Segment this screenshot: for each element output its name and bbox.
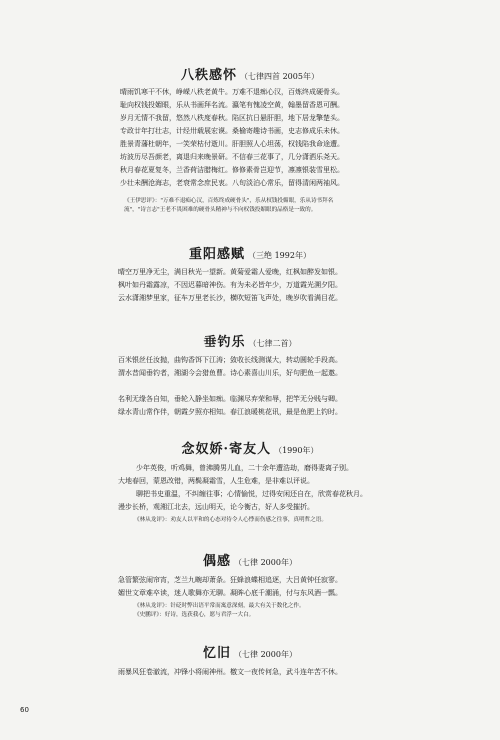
poem-subtitle: （七律 2000年） xyxy=(234,650,297,659)
poem-title: 八秩感怀 xyxy=(181,68,238,83)
poem-line: 聊把书史重温，不纠缠往事；心情愉悦，过得安闲还自在，欣赏春花秋月。 xyxy=(136,490,367,498)
poem-line: 百米银丝任汝抛，曲钩香饵下江涛；敛收长线测谋大，转动圆轮手段高。 xyxy=(118,356,342,364)
section-title-2 xyxy=(0,245,500,261)
poem-line: 媚世文章难卒读，迷人歌舞亦无聊。凝眸心底千潮涌，付与东风酒一瓢。 xyxy=(118,589,342,597)
poem-subtitle: （1990年） xyxy=(274,446,319,455)
commentary-4 xyxy=(134,516,327,525)
commentary-line: 《林从龙评》：劝友人以平和的心态对待令人心悸而伤感之往事，真明哲之语。 xyxy=(134,517,327,523)
poem-line: 晴雨饥寒干不休，峥嵘八秩老黄牛。万难不退痴心汉，百炼终成硬骨头。 xyxy=(120,88,344,96)
commentary-line: 流"，"诗言志"王老不畏困难的硬骨头精神与不向权钱投媚眼的品格是一致的。 xyxy=(124,207,317,213)
poem-line: 大地春回，蒙恩改错，两鬓凝霜雪，人生危难，是非难以评说。 xyxy=(118,477,314,485)
section-title-3 xyxy=(0,333,500,349)
poem-subtitle: （七律二首） xyxy=(248,339,297,348)
poem-subtitle: （七律四首 2005年） xyxy=(240,72,319,81)
poem-line: 渭水昔闻垂钓者，湘湖今会猎鱼曹。诗心素喜山川乐，好句肥鱼一起邀。 xyxy=(118,369,342,377)
poem-line: 绿水青山常作伴，朝霞夕照亦相知。春江浪暖桃花讯，最是鱼肥上钓时。 xyxy=(118,408,342,416)
poem-line: 胜景青藩杜朝年，一笑荣枯付逝川。肝胆照人心坦荡，权钱陷我命途遭。 xyxy=(120,140,344,148)
poem-subtitle: （三绝 1992年） xyxy=(248,251,311,260)
poem-body-3 xyxy=(118,354,342,419)
section-title-6 xyxy=(0,644,500,660)
poem-line: 秋月春花夏复冬，兰香荷洁腊梅红。修修素骨岂迎节，凛凛银装雪里松。 xyxy=(120,166,344,174)
commentary-line: 《史鹏评》：好诗，选获我心，愿与君浮一大白。 xyxy=(134,612,255,618)
poem-title: 重阳感赋 xyxy=(189,247,246,262)
poem-line: 名利无缘各自知，垂轮入静坐如痴。临渊尽弃荣和辱，把竿无分贱与卿。 xyxy=(118,395,342,403)
poem-line: 漫步长桥，观湘江北去，远山明天，论今衡古，好人多受摧折。 xyxy=(118,503,314,511)
page-number: 60 xyxy=(20,706,29,714)
section-title-5 xyxy=(0,552,500,568)
poem-line: 枫叶如丹霜露凉，不因迟暮暗神伤。有为未必皆年少，万道霞光溯夕阳。 xyxy=(118,281,342,289)
poem-title: 垂钓乐 xyxy=(203,335,246,350)
poem-line xyxy=(118,380,342,393)
poem-body-2 xyxy=(118,266,342,305)
poem-line: 云水潇湘梦里家，征车万里老长沙，横吹短笛飞声处，晚岁吹看满目花。 xyxy=(118,294,342,302)
poem-line: 耻向权钱投媚眼，乐从书画拜名流。瀛笔有愧凌空黄，翰墨留香恩可酬。 xyxy=(120,101,344,109)
poem-line: 急管繁弦闹帘宵，芝兰九畹却萧条。狂蜂浪蝶相追逐，大吕黄钟任寂寥。 xyxy=(118,576,342,584)
poem-body-4 xyxy=(118,462,367,514)
poem-line: 坊波历尽吾颜老，离退归来晚景研。不信春三花事了，几分潇洒乐尧天。 xyxy=(120,153,344,161)
poem-body-1 xyxy=(120,86,344,190)
poem-title: 念奴娇·寄友人 xyxy=(181,442,272,457)
commentary-1 xyxy=(124,197,333,215)
poem-line: 晴空万里净无尘，满目秋光一望新。黄菊爱霜人爱晚，红枫如醉发如银。 xyxy=(118,268,342,276)
poem-line: 岁月无情不我留，悠然八秩度春秋。陷区抗日悬肝胆，地下居龙擎楚头。 xyxy=(120,114,344,122)
poem-line: 少壮未酬沧海志，老衰常念庶民衷。八旬淡泊心常乐，留得清闲两袖风。 xyxy=(120,179,344,187)
poem-subtitle: （七律 2000年） xyxy=(234,558,297,567)
poem-title: 忆旧 xyxy=(203,646,232,661)
section-title-1 xyxy=(0,66,500,82)
poem-body-6 xyxy=(118,666,342,679)
section-title-4 xyxy=(0,440,500,456)
commentary-line: 《林从龙评》：针砭时弊出语平常而寓意深刻，最大有关于数化之作。 xyxy=(134,603,305,609)
poem-body-5 xyxy=(118,574,342,600)
poem-line: 雨暴风狂卷澈流，冲锋小将闹神州。檄文一夜传何急，武斗连年苦不休。 xyxy=(118,668,342,676)
poem-line: 少年英俊，听鸡舞，曾沸腾男儿血，二十余年遭浩劫，磨得妻离子别。 xyxy=(136,464,353,472)
commentary-5 xyxy=(134,602,305,620)
poem-line: 专政廿年打壮志，计经卅载展宏谟。桑榆寄趣诗书画，史志修成乐未休。 xyxy=(120,127,344,135)
commentary-line: 《王伊思评》："万难不退痴心汉，百炼终成硬骨头"，乐从权钱投媚眼，乐从诗书拜名 xyxy=(124,198,334,204)
poem-title: 偶感 xyxy=(203,554,232,569)
